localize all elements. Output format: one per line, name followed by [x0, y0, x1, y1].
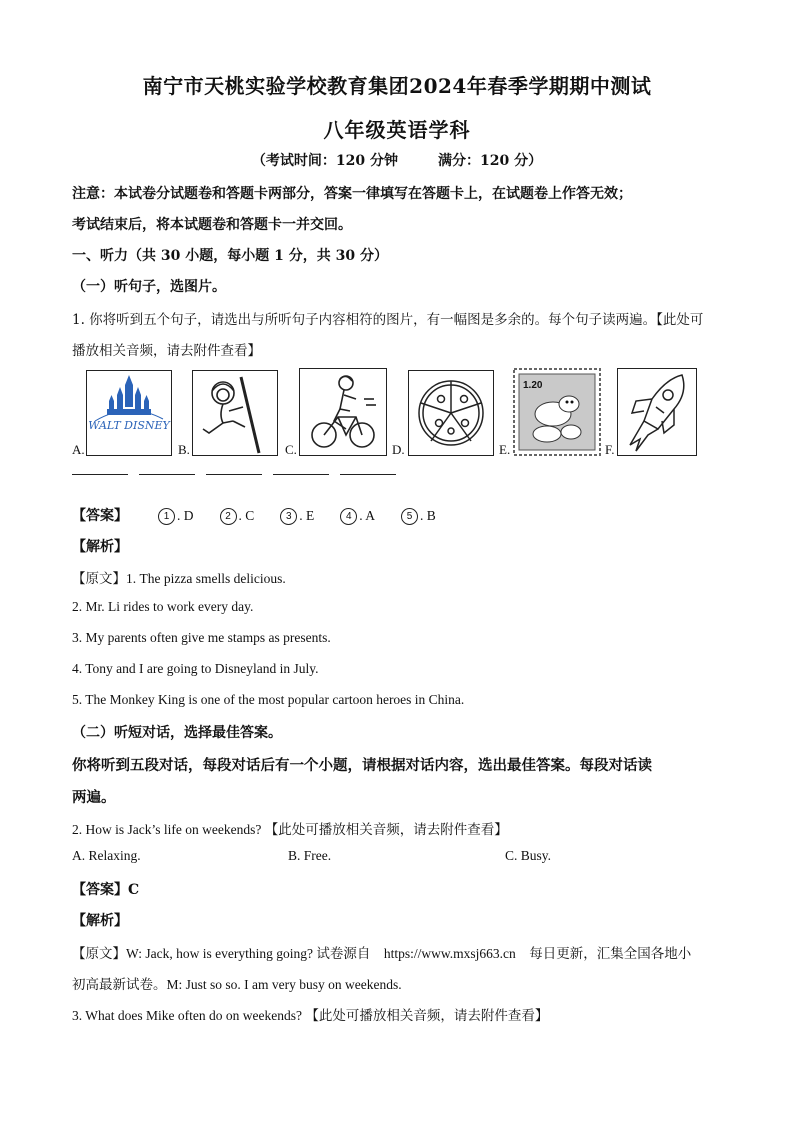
section-heading: 一、听力（共 30 小题，每小题 1 分，共 30 分） — [72, 248, 388, 264]
notice-line-1: 注意：本试卷分试题卷和答题卡两部分，答案一律填写在答题卡上，在试题卷上作答无效； — [72, 186, 632, 202]
q2-transcript-line-2: 初高最新试卷。M: Just so so. I am very busy on weekends. — [72, 977, 402, 992]
monkey-king-icon — [192, 370, 278, 456]
exam-title: 南宁市天桃实验学校教育集团2024年春季学期期中测试 — [142, 74, 652, 98]
exam-score: 满分：120 分） — [438, 153, 543, 169]
q2-transcript-line-1: 【原文】W: Jack, how is everything going? 试卷源自 https://www.mxsj663.cn 每日更新，汇集全国各地小 — [72, 946, 692, 961]
q1-answer-row — [72, 505, 436, 525]
answer-blank[interactable] — [139, 474, 195, 475]
stamp-value: 1.20 — [523, 380, 543, 391]
q2-answer: 【答案】C — [72, 882, 140, 898]
answer-number: 4 — [340, 508, 357, 525]
answer-blank[interactable] — [340, 474, 396, 475]
answer-value: . E — [299, 508, 315, 523]
transcript-line: 2. Mr. Li rides to work every day. — [72, 599, 254, 614]
transcript-line: 【原文】1. The pizza smells delicious. — [72, 571, 286, 586]
answer-value: . A — [359, 508, 376, 523]
answer-value: . C — [238, 508, 255, 523]
pizza-icon — [408, 370, 494, 456]
analysis-tag: 【解析】 — [72, 539, 128, 555]
part2-intro-line-1: 你将听到五段对话，每段对话后有一个小题，请根据对话内容，选出最佳答案。每段对话读 — [72, 757, 652, 774]
answer-blank[interactable] — [72, 474, 128, 475]
part2-intro-line-2: 两遍。 — [72, 789, 116, 806]
answer-blank[interactable] — [206, 474, 262, 475]
walt-disney-logo-icon — [86, 370, 172, 456]
cyclist-icon — [299, 368, 387, 456]
picture-label: A. — [72, 442, 85, 457]
picture-label: E. — [499, 442, 511, 457]
picture-option-d — [392, 368, 496, 456]
part2-heading: （二）听短对话，选择最佳答案。 — [72, 725, 282, 741]
q1-instruction-line-2: 播放相关音频，请去附件查看】 — [72, 343, 261, 359]
answer-tag: 【答案】 — [72, 508, 128, 524]
rocket-icon — [617, 368, 697, 456]
answer-number: 1 — [158, 508, 175, 525]
answer-number: 5 — [401, 508, 418, 525]
picture-label: C. — [285, 442, 297, 457]
transcript-line: 3. My parents often give me stamps as presents. — [72, 630, 331, 645]
exam-subject: 八年级英语学科 — [323, 118, 471, 142]
answer-value: . B — [420, 508, 436, 523]
q2-analysis-tag: 【解析】 — [72, 913, 128, 929]
picture-options — [72, 368, 722, 464]
exam-meta — [0, 150, 794, 170]
answer-number: 2 — [220, 508, 237, 525]
picture-label: F. — [605, 442, 615, 457]
q2-question: 2. How is Jack’s life on weekends? 【此处可播放相关音频，请去附件查看】 — [72, 822, 508, 837]
picture-option-b — [178, 368, 282, 456]
part1-heading: （一）听句子，选图片。 — [72, 279, 226, 295]
transcript-line: 4. Tony and I are going to Disneyland in July. — [72, 661, 319, 676]
q2-option-a[interactable]: A. Relaxing. — [72, 848, 141, 863]
q1-instruction-line-1: 1. 你将听到五个句子，请选出与所听句子内容相符的图片，有一幅图是多余的。每个句子读两遍。【此处可 — [72, 312, 704, 328]
q2-option-b[interactable]: B. Free. — [288, 848, 332, 863]
answer-blank[interactable] — [273, 474, 329, 475]
picture-option-c — [285, 368, 389, 456]
q3-question: 3. What does Mike often do on weekends? 【此处可播放相关音频，请去附件查看】 — [72, 1008, 549, 1023]
transcript-line: 5. The Monkey King is one of the most popular cartoon heroes in China. — [72, 692, 465, 707]
picture-label: B. — [178, 442, 190, 457]
picture-option-f — [605, 368, 709, 456]
exam-time: （考试时间：120 分钟 — [251, 153, 398, 169]
q2-option-c[interactable]: C. Busy. — [505, 848, 552, 863]
notice-line-2: 考试结束后，将本试题卷和答题卡一并交回。 — [72, 217, 352, 233]
answer-value: . D — [177, 508, 194, 523]
picture-option-e — [499, 368, 603, 456]
picture-option-a — [72, 368, 176, 456]
logo-text: WALT DISNEY — [88, 419, 170, 432]
answer-number: 3 — [280, 508, 297, 525]
stamp-icon — [513, 368, 601, 456]
picture-label: D. — [392, 442, 405, 457]
